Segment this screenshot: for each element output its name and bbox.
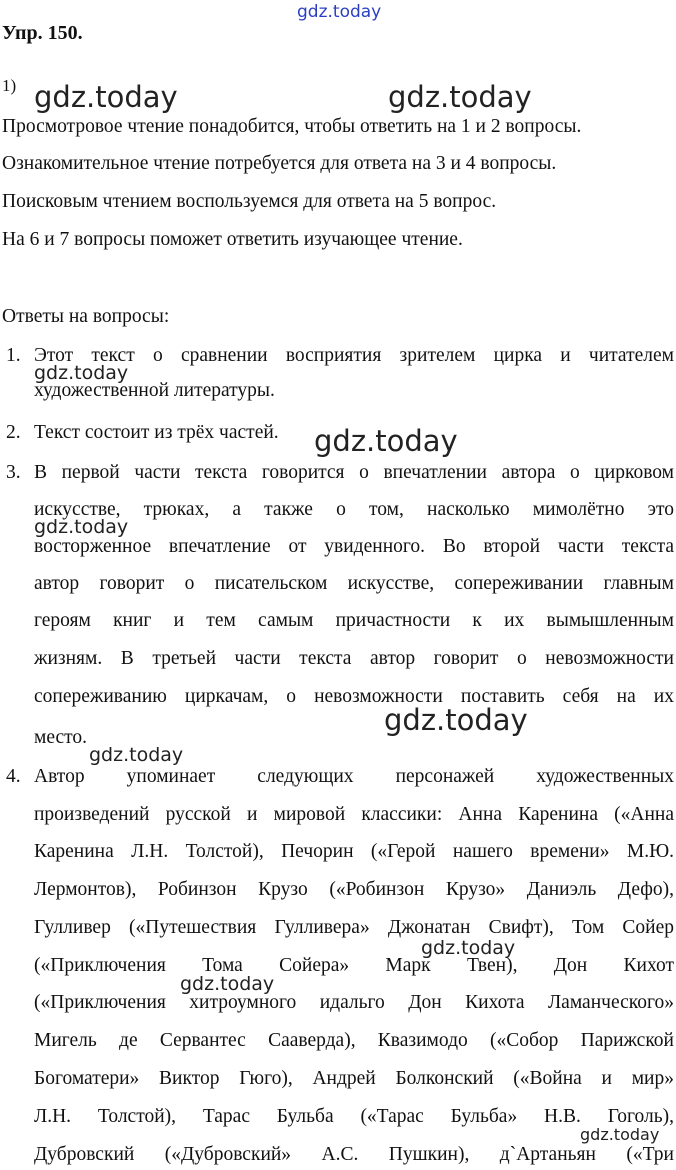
answer-line: искусстве, трюках, а также о том, насколько мимолётно это: [34, 499, 674, 520]
answer-line: Дубровский («Дубровский» А.С. Пушкин), д`Артаньян («Три: [34, 1144, 674, 1165]
watermark: gdz.today: [314, 424, 458, 458]
answer-line: автор говорит о писательском искусстве, сопереживании главным: [34, 573, 674, 594]
watermark: gdz.today: [384, 703, 528, 737]
answer-line: Текст состоит из трёх частей.: [34, 422, 279, 443]
answer-line: место.: [34, 727, 88, 748]
answer-line: Л.Н. Толстой), Тарас Бульба («Тарас Бульба» Н.В. Гоголь),: [34, 1106, 674, 1127]
part-label: 1): [2, 76, 17, 95]
answer-line: Лермонтов), Робинзон Крузо («Робинзон Крузо» Даниэль Дефо),: [34, 879, 674, 900]
part1-line: Просмотровое чтение понадобится, чтобы ответить на 1 и 2 вопросы.: [2, 116, 582, 137]
answer-line: Богоматери» Виктор Гюго), Андрей Болконский («Война и мир»: [34, 1068, 674, 1089]
answer-number: 4.: [6, 766, 21, 787]
answer-number: 1.: [6, 345, 21, 366]
answer-line: («Приключения хитроумного идальго Дон Кихота Ламанческого»: [34, 992, 674, 1013]
watermark: gdz.today: [34, 80, 178, 114]
watermark: gdz.today: [580, 1125, 660, 1144]
answer-line: героям книг и тем самым причастности к их вымышленным: [34, 610, 674, 631]
answer-line: Мигель де Сервантес Сааверда), Квазимодо («Собор Парижской: [34, 1030, 674, 1051]
watermark: gdz.today: [34, 362, 129, 384]
answer-line: сопереживанию циркачам, о невозможности поставить себя на их: [34, 686, 674, 707]
part1-line: На 6 и 7 вопросы поможет ответить изучающее чтение.: [2, 229, 463, 250]
part1-line: Поисковым чтением воспользуемся для ответа на 5 вопрос.: [2, 191, 497, 212]
exercise-title: Упр. 150.: [2, 22, 83, 44]
watermark: gdz.today: [421, 937, 516, 959]
watermark: gdz.today: [388, 80, 532, 114]
answer-line: Каренина Л.Н. Толстой), Печорин («Герой нашего времени» М.Ю.: [34, 841, 674, 862]
answer-line: («Приключения Тома Сойера» Марк Твен), Дон Кихот: [34, 955, 674, 976]
answer-line: жизням. В третьей части текста автор говорит о невозможности: [34, 648, 674, 669]
answer-number: 2.: [6, 422, 21, 443]
answer-line: произведений русской и мировой классики: Анна Каренина («Анна: [34, 804, 674, 825]
watermark: gdz.today: [34, 516, 129, 538]
answer-line: Автор упоминает следующих персонажей художественных: [34, 766, 674, 787]
watermark: gdz.today: [89, 744, 184, 766]
answer-line: восторженное впечатление от увиденного. Во второй части текста: [34, 536, 674, 557]
watermark: gdz.today: [180, 973, 275, 995]
answer-number: 3.: [6, 462, 21, 483]
answer-line: Этот текст о сравнении восприятия зрителем цирка и читателем: [34, 345, 674, 366]
part1-line: Ознакомительное чтение потребуется для ответа на 3 и 4 вопросы.: [2, 153, 557, 174]
answer-line: В первой части текста говорится о впечатлении автора о цирковом: [34, 462, 674, 483]
answer-line: художественной литературы.: [34, 380, 275, 401]
watermark-top: gdz.today: [297, 2, 382, 22]
answers-heading: Ответы на вопросы:: [2, 306, 170, 327]
answer-line: Гулливер («Путешествия Гулливера» Джонатан Свифт), Том Сойер: [34, 917, 674, 938]
